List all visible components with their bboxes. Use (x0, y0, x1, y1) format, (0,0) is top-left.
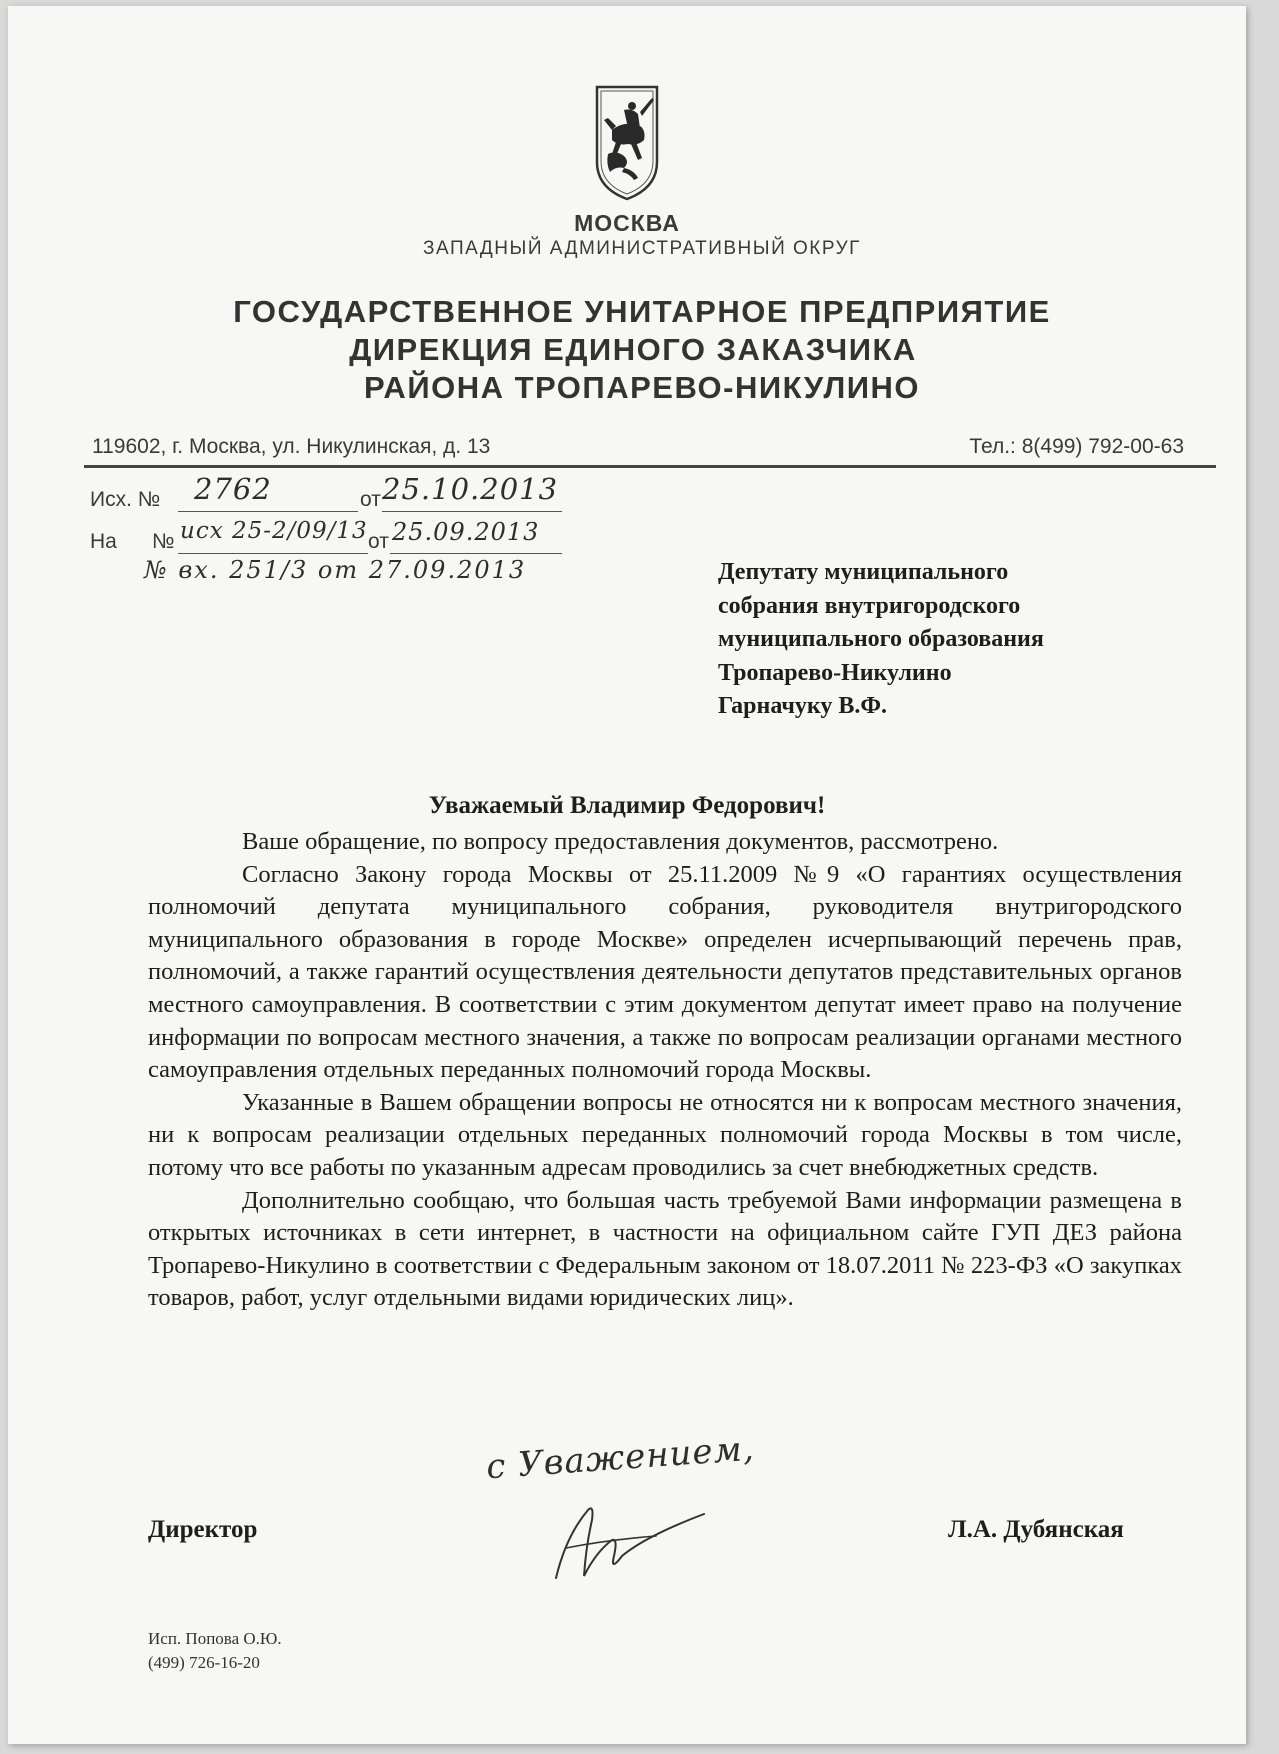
org-name-line3: РАЙОНА ТРОПАРЕВО-НИКУЛИНО (363, 370, 920, 405)
moscow-coat-of-arms-icon (594, 84, 660, 202)
executor-info (148, 1627, 282, 1675)
reply-number-underline (178, 553, 368, 554)
letter-page (8, 6, 1246, 1744)
reply-date-label: от (368, 530, 389, 553)
body-paragraph-3: Указанные в Вашем обращении вопросы не относятся ни к вопросам местного значения, ни к вопросам реализации отдельных переданных полномочий города Москвы в том числе, потому что все работы по указанным адресам проводились за счет внебюджетных средств. (148, 1088, 1182, 1181)
reply-label: На (90, 530, 117, 553)
recipient-line2: собрания внутригородского (718, 592, 1021, 619)
salutation: Уважаемый Владимир Федорович! (428, 792, 826, 819)
reply-number: исх 25-2/09/13 (180, 518, 368, 544)
signer-title: Директор (148, 1516, 258, 1543)
org-address: 119602, г. Москва, ул. Никулинская, д. 13 (92, 435, 491, 458)
recipient-block (718, 556, 1198, 724)
body-paragraph-4: Дополнительно сообщаю, что большая часть требуемой Вами информации размещена в открытых источниках в сети интернет, в частности на официальном сайте ГУП ДЕЗ района Тропарево-Никулино в соответствии с Федеральным законом от 18.07.2011 № 223-ФЗ «О закупках товаров, работ, услуг отдельными видами юридических лиц». (148, 1186, 1182, 1312)
incoming-reference: № вх. 251/3 от 27.09.2013 (144, 556, 527, 584)
letter-body (148, 826, 1182, 1315)
recipient-line1: Депутату муниципального (718, 559, 1009, 585)
reply-date-underline (390, 553, 562, 554)
signer-name: Л.А. Дубянская (948, 1516, 1124, 1543)
city-name: МОСКВА (574, 210, 680, 236)
recipient-line4: Тропарево-Никулино (718, 659, 952, 686)
outgoing-number-label: Исх. № (90, 488, 161, 511)
handwritten-respect: с Уважением, (484, 1428, 756, 1488)
executor-name: Исп. Попова О.Ю. (148, 1629, 282, 1648)
body-paragraph-1: Ваше обращение, по вопросу предоставления документов, рассмотрено. (242, 828, 999, 855)
reply-number-label: № (152, 530, 175, 553)
reply-date: 25.09.2013 (392, 518, 540, 546)
executor-phone: (499) 726-16-20 (148, 1653, 260, 1672)
org-name-line1: ГОСУДАРСТВЕННОЕ УНИТАРНОЕ ПРЕДПРИЯТИЕ (233, 294, 1051, 329)
handwritten-signature-icon (536, 1496, 716, 1586)
outgoing-date-label: от (360, 488, 381, 511)
district-name: ЗАПАДНЫЙ АДМИНИСТРАТИВНЫЙ ОКРУГ (423, 238, 861, 259)
org-phone: Тел.: 8(499) 792-00-63 (969, 435, 1184, 458)
outgoing-number: 2762 (194, 472, 272, 506)
outgoing-number-underline (178, 511, 358, 512)
recipient-line5: Гарначуку В.Ф. (718, 693, 888, 719)
outgoing-date-underline (382, 511, 562, 512)
letterhead-divider (84, 465, 1216, 468)
org-name-line2: ДИРЕКЦИЯ ЕДИНОГО ЗАКАЗЧИКА (349, 332, 917, 367)
recipient-line3: муниципального образования (718, 626, 1044, 652)
outgoing-date: 25.10.2013 (382, 472, 559, 506)
body-paragraph-2: Согласно Закону города Москвы от 25.11.2009 №9 «О гарантиях осуществления полномочий депутата муниципального собрания, руководителя внутригородского муниципального образования в городе Москве» определен исчерпывающий перечень прав, полномочий, а также гарантий осуществления деятельности депутатов представительных органов местного самоуправления. В соответствии с этим документом депутат имеет право на получение информации по вопросам местного значения, а также по вопросам реализации органами местного самоуправления отдельных переданных полномочий города Москвы. (148, 860, 1182, 1084)
